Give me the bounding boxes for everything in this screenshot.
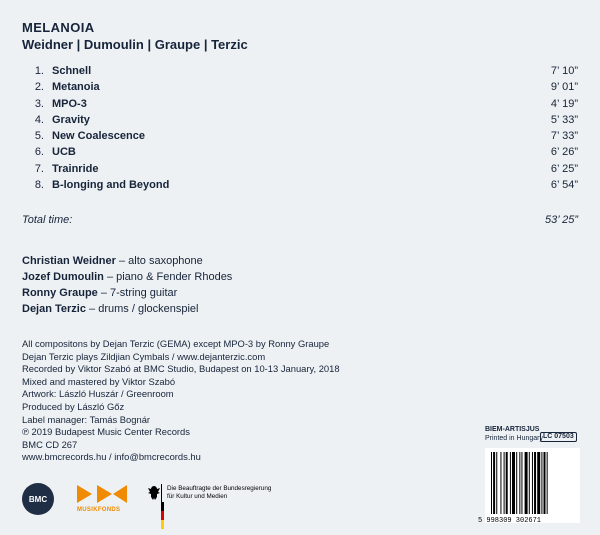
track-title: Gravity xyxy=(52,113,90,126)
album-title: MELANOIA xyxy=(22,20,95,35)
bundesregierung-logo xyxy=(147,483,297,528)
bmc-logo: BMC xyxy=(22,483,54,515)
track-duration: 6’ 26” xyxy=(550,146,578,159)
credit-line: ℗ 2019 Budapest Music Center Records xyxy=(22,426,190,438)
musician-name: Jozef Dumoulin xyxy=(22,271,104,283)
musician-name: Ronny Graupe xyxy=(22,287,98,299)
musician-role: – piano & Fender Rhodes xyxy=(103,271,233,283)
credit-line: Label manager: Tamás Bognár xyxy=(22,413,151,425)
album-header xyxy=(22,20,248,53)
track-number: 3. xyxy=(34,97,44,110)
track-number: 6. xyxy=(34,146,44,159)
musikfonds-label: MUSIKFONDS xyxy=(77,507,121,513)
track-number: 4. xyxy=(34,113,44,126)
total-time xyxy=(22,212,578,228)
track-number: 1. xyxy=(34,65,44,77)
track-duration: 9’ 01” xyxy=(550,81,578,94)
barcode-icon xyxy=(485,448,580,523)
credit-line: www.bmcrecords.hu / info@bmcrecords.hu xyxy=(22,451,201,463)
track-number: 2. xyxy=(34,81,44,94)
track-duration: 6’ 54” xyxy=(550,179,578,192)
biem-label: BIEM-ARTISJUS xyxy=(485,426,540,433)
credit-line: BMC CD 267 xyxy=(22,438,78,450)
musikfonds-logo xyxy=(77,483,147,517)
track-row xyxy=(22,96,578,112)
rights-info xyxy=(485,425,543,443)
track-title: Metanoia xyxy=(52,81,100,94)
track-title: MPO-3 xyxy=(52,97,87,110)
track-row xyxy=(22,112,578,128)
track-row xyxy=(22,161,578,177)
barcode-number: 5 998309 302671 xyxy=(478,517,542,525)
personnel-list xyxy=(22,253,232,317)
credit-line: Dejan Terzic plays Zildjian Cymbals / www.dejanterzic.com xyxy=(22,350,266,362)
track-list xyxy=(22,63,578,193)
track-title: Schnell xyxy=(52,65,92,77)
credit-line: Mixed and mastered by Viktor Szabó xyxy=(22,375,176,387)
personnel-item xyxy=(22,253,232,269)
credit-line: Recorded by Viktor Szabó at BMC Studio, Budapest on 10-13 January, 2018 xyxy=(22,363,340,375)
track-duration: 5’ 33” xyxy=(550,113,578,126)
eagle-icon xyxy=(147,485,161,501)
musician-role: – 7-string guitar xyxy=(97,287,178,299)
german-flag-icon xyxy=(161,502,164,529)
track-duration: 7’ 33” xyxy=(550,130,578,143)
credit-line: All compositons by Dejan Terzic (GEMA) except MPO-3 by Ronny Graupe xyxy=(22,338,330,349)
track-row xyxy=(22,144,578,160)
credit-line: Artwork: László Huszár / Greenroom xyxy=(22,388,174,400)
track-title: Trainride xyxy=(52,162,99,175)
track-row xyxy=(22,177,578,193)
musikfonds-icon xyxy=(77,483,137,505)
total-time-value: 53’ 25” xyxy=(544,214,578,226)
total-time-label: Total time: xyxy=(22,214,73,226)
track-row xyxy=(22,79,578,95)
bundesregierung-text: Die Beauftragte der Bundesregierung für Kultur und Medien xyxy=(167,485,272,500)
printed-in-label: Printed in Hungary xyxy=(485,435,543,442)
track-number: 7. xyxy=(34,162,44,175)
label-code: LC 07503 xyxy=(540,432,577,442)
personnel-item xyxy=(22,301,232,317)
track-title: UCB xyxy=(52,146,76,159)
track-number: 8. xyxy=(34,179,44,192)
track-number: 5. xyxy=(34,130,44,143)
track-duration: 4’ 19” xyxy=(550,97,578,110)
personnel-item xyxy=(22,285,232,301)
credits-block xyxy=(22,338,340,464)
track-row xyxy=(22,63,578,79)
track-title: New Coalescence xyxy=(52,130,145,143)
musician-role: – drums / glockenspiel xyxy=(86,303,199,315)
track-row xyxy=(22,128,578,144)
musician-name: Christian Weidner xyxy=(22,255,116,267)
track-duration: 7’ 10” xyxy=(550,65,578,77)
album-artists: Weidner | Dumoulin | Graupe | Terzic xyxy=(22,37,248,52)
personnel-item xyxy=(22,269,232,285)
track-title: B-longing and Beyond xyxy=(52,179,170,192)
musician-role: – alto saxophone xyxy=(115,255,203,267)
credit-line: Produced by László Gőz xyxy=(22,400,125,412)
track-duration: 6’ 25” xyxy=(550,162,578,175)
musician-name: Dejan Terzic xyxy=(22,303,86,315)
